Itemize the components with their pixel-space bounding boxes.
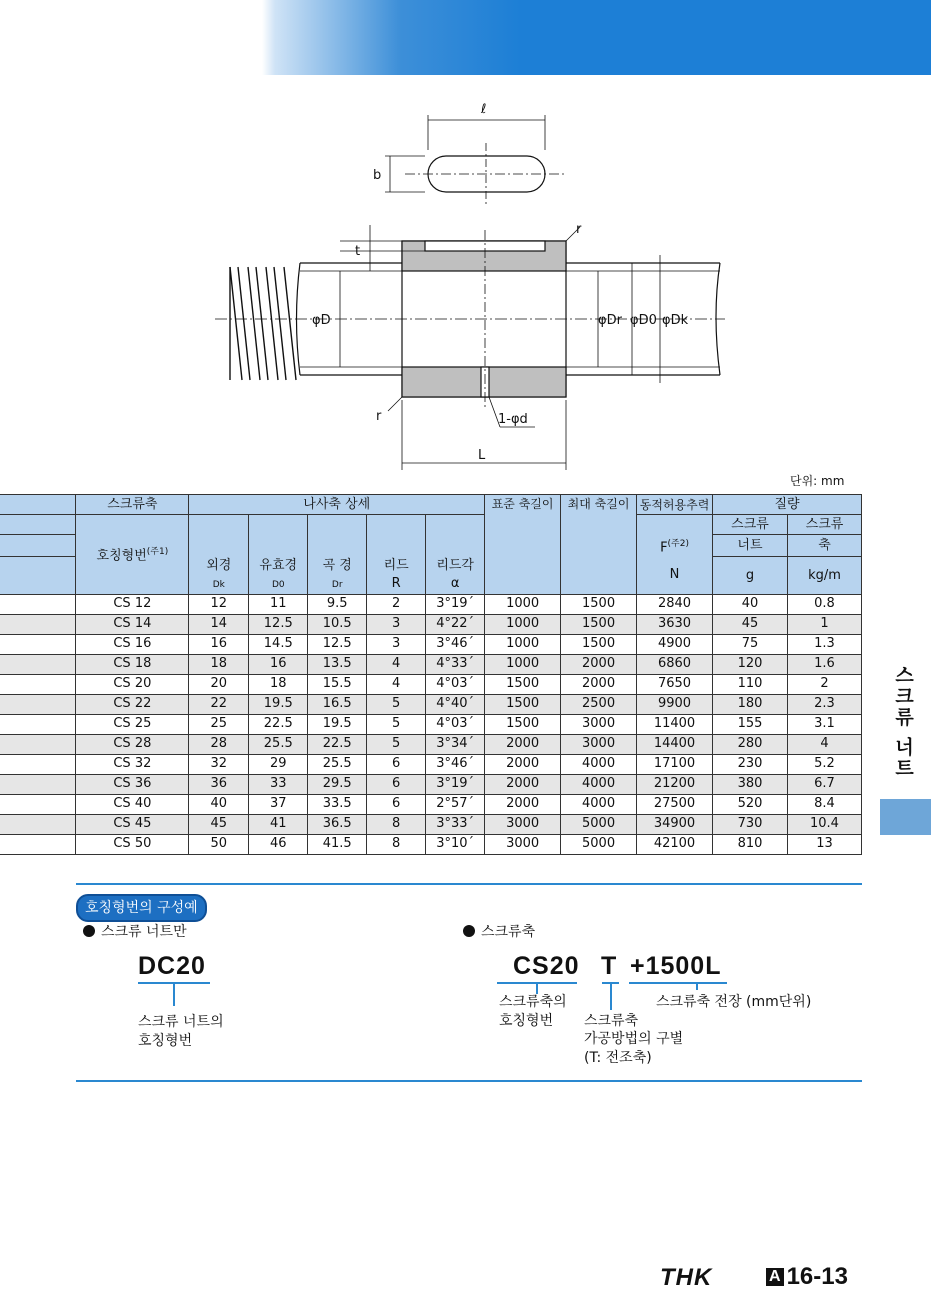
- table-cell: 1.6: [787, 654, 861, 674]
- table-cell: 4: [367, 654, 426, 674]
- table-cell: 2000: [561, 674, 637, 694]
- table-cell: 2000: [561, 654, 637, 674]
- table-cell: 12.5: [249, 614, 308, 634]
- table-cell: 520: [713, 794, 788, 814]
- key-length-label: ℓ: [481, 102, 487, 117]
- table-cell: 27500: [637, 794, 713, 814]
- table-cell: 3°46´: [426, 754, 485, 774]
- table-cell: CS 22: [76, 694, 189, 714]
- outer-diameter-label: φDk: [662, 313, 689, 328]
- shaft-method-code: T: [601, 952, 618, 980]
- table-cell: 2000: [485, 774, 561, 794]
- table-cell: 380: [713, 774, 788, 794]
- table-cell: 28: [189, 734, 249, 754]
- table-cell: 29: [249, 754, 308, 774]
- table-cell: 3: [367, 634, 426, 654]
- table-cell: 9900: [637, 694, 713, 714]
- thk-logo: THK: [660, 1264, 713, 1291]
- table-cell: 5: [367, 694, 426, 714]
- table-cell: 1: [787, 614, 861, 634]
- table-cell: 3000: [485, 814, 561, 834]
- table-row: [0, 654, 862, 674]
- bullet-icon: [463, 925, 475, 937]
- table-cell: 40: [189, 794, 249, 814]
- method-desc-2: 가공방법의 구별: [584, 1031, 684, 1047]
- table-cell: 8: [367, 834, 426, 854]
- table-cell: 1000: [485, 654, 561, 674]
- nut-desc-2: 호칭형번: [138, 1033, 193, 1049]
- row-blank-cell: [0, 834, 76, 854]
- table-cell: 9.5: [308, 594, 367, 614]
- table-cell: 40: [713, 594, 788, 614]
- divider-bottom: [76, 1080, 862, 1082]
- table-cell: 1000: [485, 614, 561, 634]
- table-cell: CS 40: [76, 794, 189, 814]
- table-cell: 180: [713, 694, 788, 714]
- table-cell: 6: [367, 794, 426, 814]
- table-cell: 20: [189, 674, 249, 694]
- table-cell: 5: [367, 714, 426, 734]
- table-cell: 36: [189, 774, 249, 794]
- row-blank-cell: [0, 774, 76, 794]
- table-cell: 3: [367, 614, 426, 634]
- table-cell: 41.5: [308, 834, 367, 854]
- table-cell: 3.1: [787, 714, 861, 734]
- header-shaft-2: 축: [787, 535, 861, 557]
- table-cell: 1500: [561, 614, 637, 634]
- table-cell: 14400: [637, 734, 713, 754]
- header-nut-unit: g: [713, 557, 788, 595]
- table-cell: 13: [787, 834, 861, 854]
- table-cell: 1500: [485, 674, 561, 694]
- table-cell: 13.5: [308, 654, 367, 674]
- table-cell: 3°19´: [426, 594, 485, 614]
- section-marker: A: [766, 1268, 784, 1286]
- table-cell: 5000: [561, 834, 637, 854]
- table-cell: 1500: [561, 634, 637, 654]
- table-cell: 15.5: [308, 674, 367, 694]
- table-cell: 21200: [637, 774, 713, 794]
- row-blank-cell: [0, 674, 76, 694]
- table-cell: 2.3: [787, 694, 861, 714]
- table-cell: 4°33´: [426, 654, 485, 674]
- table-cell: 33.5: [308, 794, 367, 814]
- table-cell: 2000: [485, 794, 561, 814]
- table-cell: 4°40´: [426, 694, 485, 714]
- method-desc-3: (T: 전조축): [584, 1050, 652, 1066]
- table-cell: 6: [367, 774, 426, 794]
- header-angle: 리드각 α: [426, 557, 485, 595]
- table-cell: 2°57´: [426, 794, 485, 814]
- header-max-length: 최대 축길이: [561, 495, 637, 595]
- table-cell: 3000: [485, 834, 561, 854]
- nut-code: DC20: [138, 952, 206, 980]
- table-cell: 18: [189, 654, 249, 674]
- nut-heading: 스크류 너트만: [83, 921, 187, 941]
- table-cell: 6860: [637, 654, 713, 674]
- table-cell: 3000: [561, 714, 637, 734]
- table-cell: 4°03´: [426, 674, 485, 694]
- table-cell: 4000: [561, 774, 637, 794]
- table-cell: 16: [249, 654, 308, 674]
- table-row: [0, 754, 862, 774]
- table-cell: 230: [713, 754, 788, 774]
- spec-table: [0, 494, 862, 855]
- header-f-unit: N: [637, 557, 713, 595]
- table-cell: 5.2: [787, 754, 861, 774]
- row-blank-cell: [0, 594, 76, 614]
- page-number: A 16-13: [766, 1263, 848, 1291]
- table-cell: 7650: [637, 674, 713, 694]
- table-cell: 4°03´: [426, 714, 485, 734]
- table-cell: 2: [787, 674, 861, 694]
- table-cell: 8.4: [787, 794, 861, 814]
- thickness-label: t: [355, 244, 361, 259]
- table-cell: 0.8: [787, 594, 861, 614]
- table-cell: 120: [713, 654, 788, 674]
- table-cell: CS 32: [76, 754, 189, 774]
- table-cell: 34900: [637, 814, 713, 834]
- table-cell: 8: [367, 814, 426, 834]
- table-cell: 16.5: [308, 694, 367, 714]
- table-cell: 22: [189, 694, 249, 714]
- table-cell: 1500: [485, 714, 561, 734]
- table-cell: 2840: [637, 594, 713, 614]
- row-blank-cell: [0, 654, 76, 674]
- table-cell: 33: [249, 774, 308, 794]
- spec-table-body: [0, 594, 862, 854]
- table-cell: 14.5: [249, 634, 308, 654]
- table-cell: 12: [189, 594, 249, 614]
- table-cell: CS 20: [76, 674, 189, 694]
- table-cell: 2: [367, 594, 426, 614]
- table-cell: 3°10´: [426, 834, 485, 854]
- header-shaft-1: 스크류: [787, 515, 861, 535]
- table-cell: 25: [189, 714, 249, 734]
- table-cell: 1.3: [787, 634, 861, 654]
- row-blank-cell: [0, 754, 76, 774]
- table-row: [0, 614, 862, 634]
- example-badge: 호칭형번의 구성예: [76, 894, 207, 922]
- table-row: [0, 834, 862, 854]
- header-shaft-unit: kg/m: [787, 557, 861, 595]
- table-cell: 1500: [485, 694, 561, 714]
- table-cell: CS 50: [76, 834, 189, 854]
- table-cell: 1000: [485, 594, 561, 614]
- method-desc-1: 스크류축: [584, 1013, 639, 1029]
- table-cell: 4°22´: [426, 614, 485, 634]
- table-cell: 46: [249, 834, 308, 854]
- table-row: [0, 634, 862, 654]
- table-cell: 22.5: [249, 714, 308, 734]
- divider-top: [76, 883, 862, 885]
- side-tab-label: 스크류 너트: [892, 665, 914, 779]
- table-cell: 3000: [561, 734, 637, 754]
- header-thread-detail: 나사축 상세: [189, 495, 485, 515]
- table-cell: 4900: [637, 634, 713, 654]
- table-cell: 6.7: [787, 774, 861, 794]
- row-blank-cell: [0, 694, 76, 714]
- top-banner: [0, 0, 931, 75]
- table-row: [0, 694, 862, 714]
- table-cell: 3°34´: [426, 734, 485, 754]
- row-blank-cell: [0, 794, 76, 814]
- table-cell: 280: [713, 734, 788, 754]
- table-cell: 42100: [637, 834, 713, 854]
- header-rd: 곡 경 Dr: [308, 557, 367, 595]
- header-std-length: 표준 축길이: [485, 495, 561, 595]
- unit-label: 단위: mm: [790, 474, 845, 488]
- header-pd: 유효경 D0: [249, 557, 308, 595]
- table-cell: 4000: [561, 794, 637, 814]
- length-desc: 스크류축 전장 (mm단위): [656, 994, 812, 1010]
- header-f: $F^{(주2)}$: [637, 535, 713, 557]
- table-row: [0, 594, 862, 614]
- row-blank-cell: [0, 714, 76, 734]
- table-row: [0, 814, 862, 834]
- row-blank-cell: [0, 614, 76, 634]
- table-cell: 25.5: [308, 754, 367, 774]
- table-row: [0, 674, 862, 694]
- table-cell: CS 25: [76, 714, 189, 734]
- table-row: [0, 734, 862, 754]
- table-cell: 10.5: [308, 614, 367, 634]
- table-cell: 3°33´: [426, 814, 485, 834]
- nut-desc-1: 스크류 너트의: [138, 1014, 224, 1030]
- header-nut-1: 스크류: [713, 515, 788, 535]
- table-row: [0, 774, 862, 794]
- bullet-icon: [83, 925, 95, 937]
- table-cell: 4000: [561, 754, 637, 774]
- table-cell: 11: [249, 594, 308, 614]
- table-cell: 18: [249, 674, 308, 694]
- nut-code-bracket: [136, 980, 216, 1010]
- table-cell: 37: [249, 794, 308, 814]
- table-cell: 45: [713, 614, 788, 634]
- radius-label-top: r: [576, 222, 582, 237]
- key-width-label: b: [373, 168, 382, 183]
- row-blank-cell: [0, 814, 76, 834]
- table-cell: 29.5: [308, 774, 367, 794]
- table-cell: 2500: [561, 694, 637, 714]
- table-cell: CS 36: [76, 774, 189, 794]
- table-cell: 50: [189, 834, 249, 854]
- table-cell: 110: [713, 674, 788, 694]
- hole-label: 1-φd: [498, 412, 528, 427]
- table-cell: 32: [189, 754, 249, 774]
- table-cell: 810: [713, 834, 788, 854]
- table-cell: 17100: [637, 754, 713, 774]
- header-model: 호칭형번$^{(주1)}$: [76, 515, 189, 595]
- header-load: 동적허용추력: [637, 495, 713, 515]
- shaft-desc-2: 호칭형번: [499, 1013, 554, 1029]
- side-tab-marker: [880, 799, 931, 835]
- row-blank-cell: [0, 634, 76, 654]
- table-cell: 730: [713, 814, 788, 834]
- table-cell: 22.5: [308, 734, 367, 754]
- table-cell: 3°46´: [426, 634, 485, 654]
- table-cell: CS 18: [76, 654, 189, 674]
- shaft-diameter-label: φD: [312, 313, 331, 328]
- table-cell: 11400: [637, 714, 713, 734]
- pitch-diameter-label: φD0: [630, 313, 657, 328]
- radius-label-bottom: r: [376, 409, 382, 424]
- shaft-code: CS20: [513, 952, 580, 980]
- table-cell: 5000: [561, 814, 637, 834]
- table-cell: 2000: [485, 734, 561, 754]
- table-cell: CS 16: [76, 634, 189, 654]
- table-cell: 19.5: [308, 714, 367, 734]
- header-lead: 리드 R: [367, 557, 426, 595]
- table-cell: 155: [713, 714, 788, 734]
- table-cell: 36.5: [308, 814, 367, 834]
- table-row: [0, 714, 862, 734]
- table-cell: 12.5: [308, 634, 367, 654]
- shaft-length-code: +1500L: [630, 952, 722, 980]
- header-mass: 질량: [713, 495, 862, 515]
- root-diameter-label: φDr: [598, 313, 622, 328]
- shaft-desc-1: 스크류축의: [499, 994, 567, 1010]
- table-cell: CS 28: [76, 734, 189, 754]
- table-cell: CS 45: [76, 814, 189, 834]
- table-cell: 3°19´: [426, 774, 485, 794]
- table-cell: 75: [713, 634, 788, 654]
- table-cell: 5: [367, 734, 426, 754]
- table-cell: CS 14: [76, 614, 189, 634]
- table-cell: 4: [787, 734, 861, 754]
- table-cell: CS 12: [76, 594, 189, 614]
- shaft-heading: 스크류축: [463, 921, 535, 941]
- table-cell: 3630: [637, 614, 713, 634]
- table-cell: 25.5: [249, 734, 308, 754]
- side-tab[interactable]: [880, 665, 931, 785]
- header-screw-shaft: 스크류축: [76, 495, 189, 515]
- nut-length-label: L: [478, 448, 486, 463]
- table-cell: 1000: [485, 634, 561, 654]
- table-cell: 41: [249, 814, 308, 834]
- header-od: 외경 Dk: [189, 557, 249, 595]
- table-cell: 45: [189, 814, 249, 834]
- table-cell: 16: [189, 634, 249, 654]
- table-cell: 6: [367, 754, 426, 774]
- header-nut-2: 너트: [713, 535, 788, 557]
- nut-dimension-drawing: [200, 95, 730, 475]
- table-cell: 10.4: [787, 814, 861, 834]
- table-cell: 19.5: [249, 694, 308, 714]
- table-cell: 14: [189, 614, 249, 634]
- table-cell: 1500: [561, 594, 637, 614]
- table-cell: 2000: [485, 754, 561, 774]
- row-blank-cell: [0, 734, 76, 754]
- table-cell: 4: [367, 674, 426, 694]
- table-row: [0, 794, 862, 814]
